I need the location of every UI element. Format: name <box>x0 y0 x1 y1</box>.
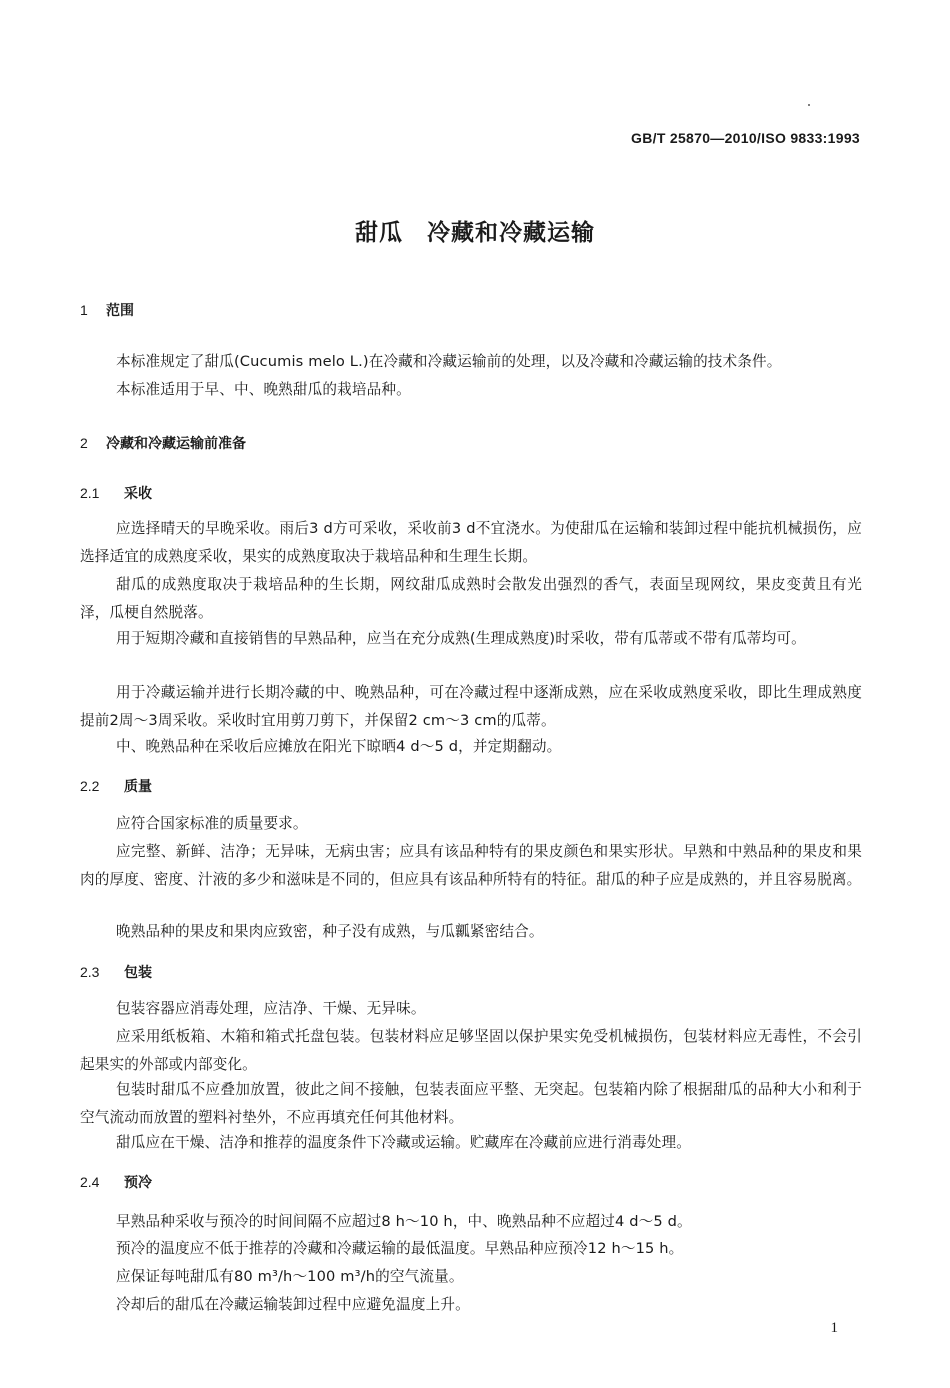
section-2-2-heading <box>80 776 152 796</box>
section-title: 采收 <box>124 486 152 502</box>
paragraph: 预冷的温度应不低于推荐的冷藏和冷藏运输的最低温度。早熟品种应预冷12 h～15 h。 <box>116 1240 684 1257</box>
section-title: 冷藏和冷藏运输前准备 <box>106 436 246 452</box>
section-number: 2.2 <box>80 778 100 794</box>
document-title: 甜瓜 冷藏和冷藏运输 <box>355 220 595 246</box>
standard-code: GB/T 25870—2010/ISO 9833:1993 <box>631 130 860 146</box>
paragraph: 早熟品种采收与预冷的时间间隔不应超过8 h～10 h，中、晚熟品种不应超过4 d～5 d。 <box>116 1213 692 1230</box>
paragraph: 用于冷藏运输并进行长期冷藏的中、晚熟品种，可在冷藏过程中逐渐成熟，应在采收成熟度采收，即比生理成熟度提前2周～3周采收。采收时宜用剪刀剪下，并保留2 cm～3 cm的瓜蒂。 <box>80 684 862 729</box>
section-number: 2 <box>80 435 88 451</box>
section-title: 质量 <box>124 779 152 795</box>
section-number: 2.1 <box>80 485 100 501</box>
page-number: 1 <box>830 1320 838 1336</box>
paragraph: 应符合国家标准的质量要求。 <box>116 815 308 832</box>
paragraph: 中、晚熟品种在采收后应摊放在阳光下晾晒4 d～5 d，并定期翻动。 <box>116 738 562 755</box>
section-title: 范围 <box>106 303 134 319</box>
scan-speck <box>808 104 810 106</box>
paragraph: 应完整、新鲜、洁净；无异味，无病虫害；应具有该品种特有的果皮颜色和果实形状。早熟和中熟品种的果皮和果肉的厚度、密度、汁液的多少和滋味是不同的，但应具有该品种所特有的特征。甜瓜的种子应是成熟的，并且容易脱离。 <box>80 843 862 888</box>
section-2-1-heading <box>80 483 152 503</box>
paragraph: 包装容器应消毒处理，应洁净、干燥、无异味。 <box>116 1000 426 1017</box>
paragraph: 本标准适用于早、中、晚熟甜瓜的栽培品种。 <box>116 381 411 398</box>
section-title: 预冷 <box>124 1175 152 1191</box>
paragraph: 本标准规定了甜瓜(Cucumis melo L.)在冷藏和冷藏运输前的处理，以及冷藏和冷藏运输的技术条件。 <box>116 353 782 370</box>
paragraph: 用于短期冷藏和直接销售的早熟品种，应当在充分成熟(生理成熟度)时采收，带有瓜蒂或不带有瓜蒂均可。 <box>116 630 806 647</box>
paragraph: 冷却后的甜瓜在冷藏运输装卸过程中应避免温度上升。 <box>116 1296 470 1313</box>
paragraph: 应采用纸板箱、木箱和箱式托盘包装。包装材料应足够坚固以保护果实免受机械损伤，包装材料应无毒性，不会引起果实的外部或内部变化。 <box>80 1028 862 1073</box>
paragraph: 包装时甜瓜不应叠加放置，彼此之间不接触，包装表面应平整、无突起。包装箱内除了根据甜瓜的品种大小和利于空气流动而放置的塑料衬垫外，不应再填充任何其他材料。 <box>80 1081 862 1126</box>
paragraph: 甜瓜应在干燥、洁净和推荐的温度条件下冷藏或运输。贮藏库在冷藏前应进行消毒处理。 <box>116 1134 692 1151</box>
section-title: 包装 <box>124 965 152 981</box>
section-2-3-heading <box>80 962 152 982</box>
paragraph: 甜瓜的成熟度取决于栽培品种的生长期，网纹甜瓜成熟时会散发出强烈的香气，表面呈现网纹，果皮变黄且有光泽，瓜梗自然脱落。 <box>80 576 862 621</box>
paragraph: 应保证每吨甜瓜有80 m³/h～100 m³/h的空气流量。 <box>116 1268 464 1285</box>
paragraph: 晚熟品种的果皮和果肉应致密，种子没有成熟，与瓜瓤紧密结合。 <box>116 923 544 940</box>
section-number: 2.3 <box>80 964 100 980</box>
section-number: 2.4 <box>80 1174 100 1190</box>
section-number: 1 <box>80 302 88 318</box>
section-1-heading <box>80 300 134 320</box>
paragraph: 应选择晴天的早晚采收。雨后3 d方可采收，采收前3 d不宜浇水。为使甜瓜在运输和装卸过程中能抗机械损伤，应选择适宜的成熟度采收，果实的成熟度取决于栽培品种和生理生长期。 <box>80 520 862 565</box>
section-2-heading <box>80 433 246 453</box>
section-2-4-heading <box>80 1172 152 1192</box>
